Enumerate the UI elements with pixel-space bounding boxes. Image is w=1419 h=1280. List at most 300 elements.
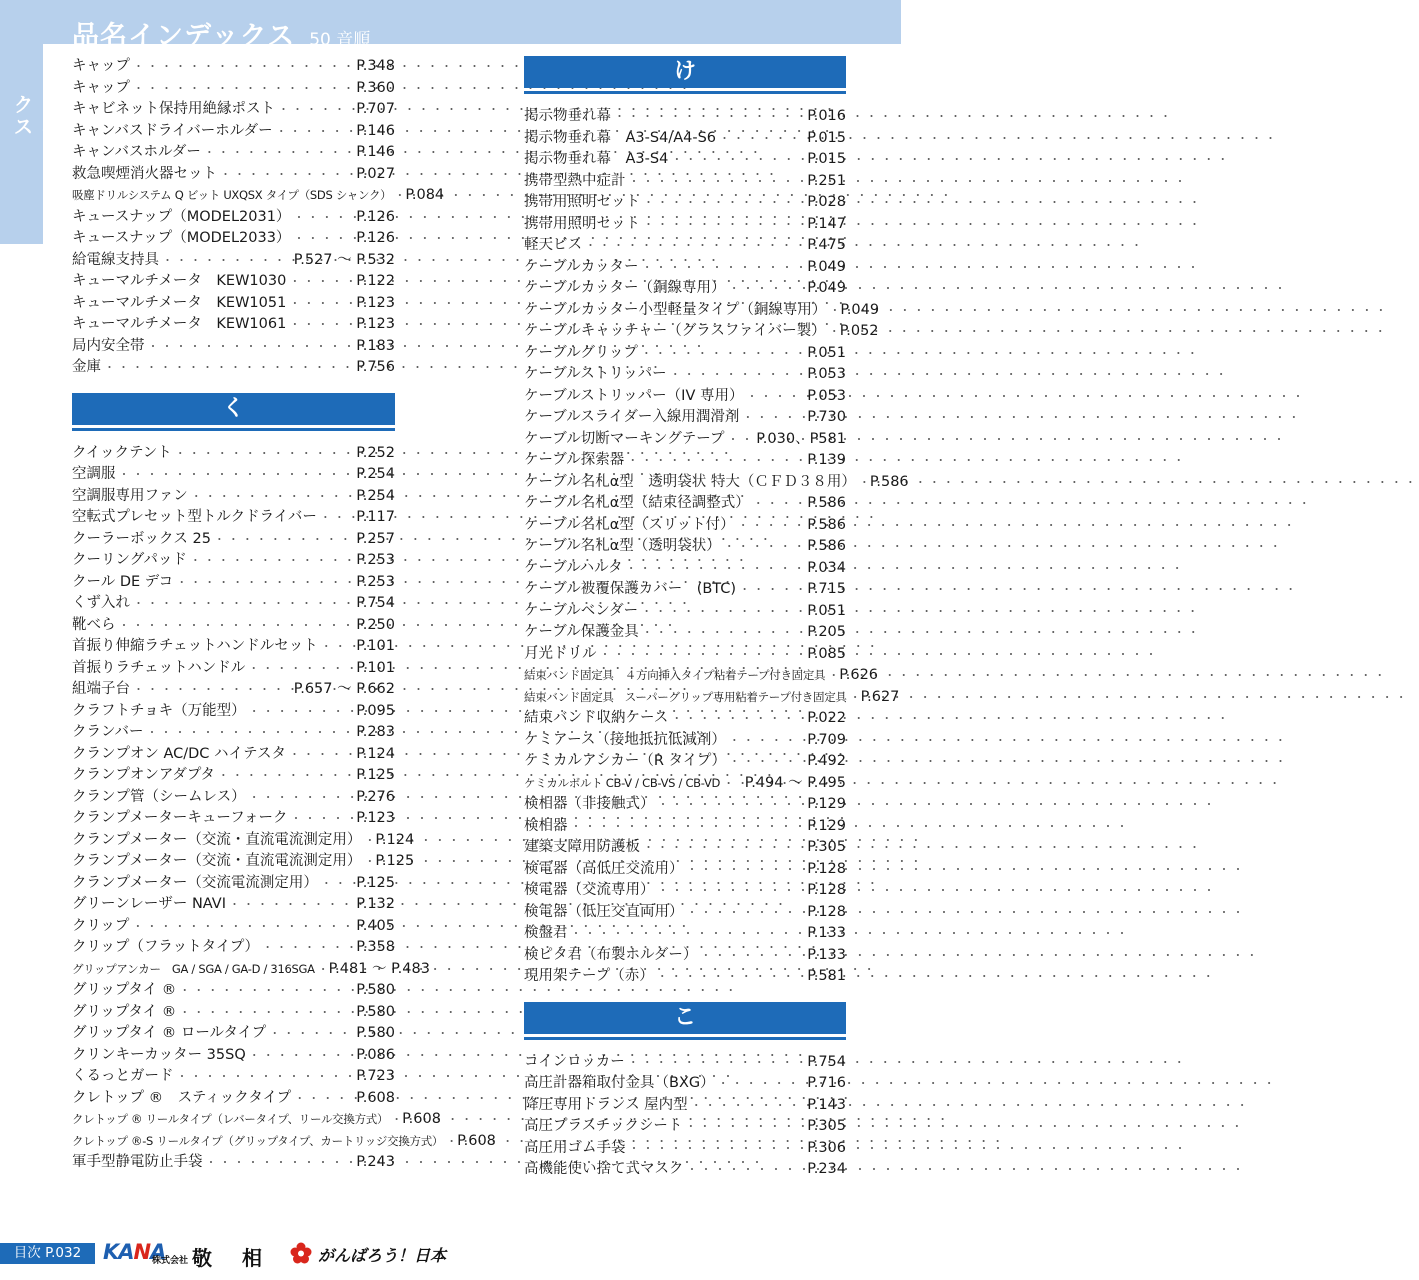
entry-page: P.129: [807, 796, 846, 812]
index-entry[interactable]: [524, 751, 846, 773]
index-entry[interactable]: [72, 679, 395, 701]
leader-dots: [668, 149, 807, 171]
index-entry[interactable]: [72, 507, 395, 529]
entry-page: P.234: [807, 1161, 846, 1177]
index-entry[interactable]: [524, 601, 846, 623]
entry-name: 軽天ビス: [524, 237, 582, 253]
index-entry[interactable]: [524, 902, 846, 924]
entry-page: P.481 ～ P.483: [328, 960, 430, 977]
index-entry[interactable]: [524, 192, 846, 214]
leader-dots: [290, 228, 356, 250]
index-entry[interactable]: [524, 644, 846, 666]
section-header-label: こ: [524, 1002, 846, 1034]
leader-dots: [130, 593, 356, 615]
entry-name: 空調服専用ファン: [72, 487, 188, 504]
index-entry[interactable]: [524, 429, 846, 451]
entry-page: P.306: [807, 1139, 846, 1156]
index-entry[interactable]: [524, 278, 846, 300]
index-entry[interactable]: [72, 293, 395, 315]
index-entry[interactable]: [72, 808, 395, 830]
entry-page: P.084: [405, 187, 445, 203]
entry-page: P.494 ～ P.495: [744, 774, 846, 791]
entry-name: 建築支障用防護板: [524, 839, 640, 855]
leader-dots: [625, 1052, 807, 1074]
entry-name: 給電線支持具: [72, 251, 159, 268]
entry-page: P.348: [356, 58, 395, 74]
leader-dots: [725, 429, 757, 451]
leader-dots: [246, 701, 357, 723]
entry-page: P.360: [356, 79, 395, 96]
index-entry[interactable]: [72, 765, 395, 787]
entry-name: クイックテント: [72, 444, 172, 461]
leader-dots: [640, 214, 807, 236]
leader-dots: [582, 235, 807, 257]
index-entry[interactable]: [524, 1052, 846, 1074]
entry-page: P.128: [807, 860, 846, 877]
index-entry[interactable]: [72, 443, 395, 465]
entry-page: P.126: [356, 208, 395, 225]
index-entry[interactable]: [72, 593, 395, 615]
entry-page: P.627: [860, 688, 900, 705]
index-entry[interactable]: [72, 164, 395, 186]
leader-dots: [273, 121, 357, 143]
flower-icon: [290, 1242, 312, 1264]
entry-name: 掲示物垂れ幕 A3-S4/A4-S6: [524, 129, 716, 146]
leader-dots: [176, 1002, 356, 1024]
index-entry[interactable]: [72, 142, 395, 164]
section-header-label: け: [524, 56, 846, 88]
entry-name: コインロッカー: [524, 1053, 625, 1070]
index-entry[interactable]: [72, 658, 395, 680]
index-entry[interactable]: [524, 257, 846, 279]
leader-dots: [211, 529, 356, 551]
entry-page: P.133: [807, 925, 846, 941]
entry-name: ケーブルストリッパー（IV 専用）: [524, 387, 744, 404]
leader-dots: [286, 271, 356, 293]
leader-dots: [568, 816, 808, 838]
slogan: がんばろう！日本: [318, 1246, 447, 1265]
leader-dots: [736, 579, 807, 601]
section-header: [72, 393, 395, 431]
leader-dots: [715, 1073, 808, 1095]
entry-name: グリップタイ ®: [72, 1003, 177, 1020]
index-entry[interactable]: [72, 271, 395, 293]
entry-name: ケミカルアンカー（R タイプ）: [524, 753, 727, 769]
leader-dots: [217, 164, 356, 186]
entry-name: ケーブル名札α型 透明袋状 特大（ＣＦＤ３８用）: [524, 473, 856, 490]
index-entry[interactable]: [72, 1131, 496, 1153]
leader-dots: [245, 658, 356, 680]
entry-page: P.492: [807, 753, 846, 769]
leader-dots: [638, 343, 807, 365]
entry-page: P.095: [356, 702, 395, 719]
index-entry[interactable]: [524, 859, 846, 881]
index-entry[interactable]: [524, 493, 846, 515]
index-entry[interactable]: [524, 364, 846, 386]
index-entry[interactable]: [524, 386, 846, 408]
entry-name: 検ピタ君（布製ホルダー）: [524, 946, 698, 963]
brand-logo-mid: N: [133, 1240, 151, 1264]
index-column-right: [524, 56, 909, 1181]
company-name-2: 相: [242, 1246, 263, 1270]
index-entry[interactable]: [524, 880, 846, 902]
index-entry[interactable]: [72, 529, 395, 551]
leader-dots: [639, 257, 808, 279]
index-entry[interactable]: [72, 1088, 395, 1110]
index-entry[interactable]: [72, 830, 415, 852]
entry-name: クランプメーター（交流・直流電流測定用）: [72, 853, 362, 869]
entry-page: P.754: [356, 595, 395, 611]
index-entry[interactable]: [524, 773, 846, 795]
entry-page: P.139: [807, 452, 846, 468]
leader-dots: [176, 980, 356, 1002]
entry-name: 高機能使い捨て式マスク: [524, 1161, 684, 1177]
entry-page: P.205: [807, 624, 846, 640]
leader-dots: [286, 293, 356, 315]
index-entry[interactable]: [72, 1152, 395, 1174]
entry-name: クラフトチョキ（万能型）: [72, 702, 246, 719]
index-entry[interactable]: [72, 121, 395, 143]
index-entry[interactable]: [524, 321, 879, 343]
entry-name: 携帯用照明セット: [524, 215, 640, 232]
index-entry[interactable]: [72, 1045, 395, 1067]
index-entry[interactable]: [524, 214, 846, 236]
leader-dots: [246, 787, 357, 809]
entry-name: 高圧計器箱取付金具（BXG）: [524, 1075, 715, 1091]
index-entry[interactable]: [72, 1002, 395, 1024]
leader-dots: [667, 364, 808, 386]
index-entry[interactable]: [524, 128, 846, 150]
index-entry[interactable]: [72, 99, 395, 121]
leader-dots: [291, 1088, 356, 1110]
index-entry[interactable]: [72, 1023, 395, 1045]
section-header: [524, 56, 846, 94]
entry-page: P.128: [807, 903, 846, 920]
index-entry[interactable]: [524, 687, 900, 709]
leader-dots: [266, 1023, 356, 1045]
index-entry[interactable]: [524, 106, 846, 128]
page-title-text: 品名インデックス: [72, 21, 296, 52]
entry-page: P.581: [807, 968, 846, 984]
entry-page: P.147: [807, 215, 846, 232]
entry-name: 金庫: [72, 359, 101, 375]
section-header-label: く: [72, 393, 395, 425]
entry-name: キャンバスホルダー: [72, 144, 201, 160]
entry-name: ケーブルベンダー: [524, 602, 639, 619]
entry-name: クレトップ ®-S リールタイプ（グリップタイプ、カートリッジ交換方式）: [72, 1133, 444, 1148]
leader-dots: [623, 558, 808, 580]
index-entry[interactable]: [524, 1138, 846, 1160]
index-entry[interactable]: [72, 486, 395, 508]
entry-name: クレトップ ® リールタイプ（レバータイプ、リール交換方式）: [72, 1112, 389, 1126]
index-entry[interactable]: [524, 1116, 846, 1138]
entry-page: P.305: [807, 839, 846, 855]
entry-page: P.586: [807, 516, 846, 533]
entry-name: ケーブルカッター小型軽量タイプ（銅線専用）: [524, 301, 827, 318]
entry-name: クランプオン AC/DC ハイテスタ: [72, 745, 286, 762]
entry-page: P.405: [356, 917, 395, 934]
entry-name: グリップタイ ®: [72, 982, 177, 998]
entry-page: P.608: [356, 1089, 395, 1106]
page-subtitle: 50 音順: [309, 30, 371, 50]
entry-name: グリップアンカー GA / SGA / GA-D / 316SGA: [72, 961, 315, 976]
entry-page: P.707: [356, 101, 395, 117]
entry-name: キャンバスドライバーホルダー: [72, 122, 273, 139]
leader-dots: [638, 601, 807, 623]
index-entry[interactable]: [72, 744, 395, 766]
index-entry[interactable]: [524, 407, 846, 429]
entry-page: P.276: [356, 788, 395, 805]
index-entry[interactable]: [524, 558, 846, 580]
entry-name: 靴べら: [72, 616, 116, 633]
index-entry[interactable]: [524, 515, 846, 537]
leader-dots: [144, 722, 357, 744]
entry-name: 携帯型熱中症計: [524, 172, 626, 189]
index-entry[interactable]: [72, 228, 395, 250]
leader-dots: [226, 894, 356, 916]
entry-name: クーラーボックス 25: [72, 530, 211, 547]
index-entry[interactable]: [524, 1095, 846, 1117]
entry-name: クランプ管（シームレス）: [72, 788, 246, 805]
entry-page: P.254: [356, 487, 395, 504]
entry-name: 検相器（非接触式）: [524, 796, 655, 812]
index-entry[interactable]: [72, 787, 395, 809]
entry-name: クランプメーター（交流・直流電流測定用）: [72, 831, 362, 848]
leader-dots: [286, 314, 356, 336]
leader-dots: [317, 507, 356, 529]
leader-dots: [215, 765, 356, 787]
index-entry[interactable]: [524, 149, 846, 171]
index-entry[interactable]: [72, 916, 395, 938]
leader-dots: [682, 1116, 807, 1138]
leader-dots: [655, 880, 808, 902]
brand-logo-left: KA: [103, 1240, 134, 1264]
entry-page: P.715: [807, 581, 846, 597]
side-tab-label: 品名インデックス: [10, 94, 63, 226]
index-entry[interactable]: [72, 851, 415, 873]
entry-page: P.128: [807, 882, 846, 898]
entry-name: キューマルチメータ KEW1061: [72, 316, 287, 332]
leader-dots: [655, 794, 808, 816]
index-entry[interactable]: [72, 314, 395, 336]
index-entry[interactable]: [524, 794, 846, 816]
side-tab: [0, 44, 63, 244]
entry-page: P.122: [356, 273, 395, 289]
index-entry[interactable]: [72, 873, 395, 895]
index-entry[interactable]: [524, 343, 846, 365]
index-entry[interactable]: [72, 959, 430, 981]
entry-page: P.586: [807, 538, 846, 554]
entry-name: 高圧プラスチックシート: [524, 1118, 683, 1134]
leader-dots: [101, 357, 356, 379]
entry-page: P.027: [356, 165, 395, 182]
leader-dots: [684, 1159, 808, 1181]
entry-page: P.716: [807, 1075, 846, 1091]
index-entry[interactable]: [524, 536, 846, 558]
entry-page: P.709: [807, 731, 846, 748]
entry-name: クーリングパッド: [72, 552, 187, 568]
entry-name: 首振りラチェットハンドル: [72, 659, 246, 676]
entry-page: P.051: [807, 344, 846, 361]
entry-page: P.580: [356, 982, 395, 998]
leader-dots: [361, 851, 375, 873]
entry-name: ケーブルカッター（銅線専用）: [524, 280, 726, 296]
leader-dots: [624, 450, 807, 472]
entry-page: P.730: [807, 409, 846, 425]
index-entry[interactable]: [524, 450, 846, 472]
index-column-left: [72, 56, 496, 1174]
entry-name: ケーブルカッター: [524, 258, 639, 275]
entry-page: P.034: [807, 559, 846, 576]
entry-name: 首振り伸縮ラチェットハンドルセット: [72, 638, 318, 654]
entry-page: P.133: [807, 946, 846, 963]
leader-dots: [130, 679, 294, 701]
leader-dots: [188, 486, 357, 508]
entry-page: P.580: [356, 1025, 395, 1041]
leader-dots: [640, 192, 807, 214]
entry-name: キューマルチメータ KEW1051: [72, 294, 287, 311]
index-entry[interactable]: [72, 980, 395, 1002]
entry-page: P.143: [807, 1096, 846, 1113]
index-entry[interactable]: [524, 923, 846, 945]
leader-dots: [726, 730, 807, 752]
entry-name: キャップ: [72, 58, 130, 74]
section-header-rule: [524, 1037, 846, 1040]
entry-page: P.053: [807, 366, 846, 382]
section-header: [524, 1002, 846, 1040]
index-entry[interactable]: [524, 472, 909, 494]
entry-name: 掲示物垂れ幕 A3-S4: [524, 151, 669, 167]
entry-page: P.015: [807, 129, 846, 146]
entry-page: P.626: [839, 667, 879, 683]
index-entry[interactable]: [72, 78, 395, 100]
entry-name: 高圧用ゴム手袋: [524, 1139, 626, 1156]
index-entry[interactable]: [524, 579, 846, 601]
entry-page: P.527 ～ P.532: [293, 251, 395, 268]
entry-name: キャップ: [72, 79, 130, 96]
leader-dots: [739, 407, 807, 429]
index-entry[interactable]: [524, 708, 846, 730]
company-prefix: 株式会社: [152, 1256, 189, 1266]
index-entry[interactable]: [72, 937, 395, 959]
index-entry[interactable]: [72, 207, 395, 229]
index-entry[interactable]: [72, 357, 395, 379]
index-entry[interactable]: [72, 185, 445, 207]
entry-name: 結束バンド固定具 スーパーグリップ専用粘着テープ付き固定具: [524, 689, 847, 704]
leader-dots: [201, 142, 356, 164]
index-entry[interactable]: [524, 300, 880, 322]
toc-page-link[interactable]: 目次 P.032: [0, 1243, 95, 1264]
entry-page: P.049: [807, 258, 846, 275]
entry-name: ケミカルボルト CB-V / CB-VS / CB-VD: [524, 775, 721, 790]
section-header-rule: [72, 428, 395, 431]
entry-page: P.657 ～ P.662: [293, 681, 395, 697]
index-entry[interactable]: [524, 171, 846, 193]
leader-dots: [172, 443, 356, 465]
leader-dots: [287, 808, 356, 830]
index-entry[interactable]: [72, 56, 395, 78]
entry-page: P.754: [807, 1053, 846, 1070]
leader-dots: [825, 665, 839, 687]
entry-name: 現用架テープ（赤）: [524, 968, 654, 984]
entry-name: 空転式プレセット型トルクドライバー: [72, 509, 317, 525]
entry-page: P.257: [356, 530, 395, 547]
entry-page: P.123: [356, 316, 395, 332]
entry-name: キューマルチメータ KEW1030: [72, 273, 287, 289]
entry-page: P.086: [356, 1046, 395, 1063]
index-entry[interactable]: [524, 1073, 846, 1095]
leader-dots: [847, 687, 861, 709]
entry-name: ケミアース（接地抵抗低減剤）: [524, 731, 726, 748]
index-entry[interactable]: [524, 966, 846, 988]
index-entry[interactable]: [72, 572, 395, 594]
leader-dots: [720, 773, 745, 795]
index-entry[interactable]: [72, 701, 395, 723]
index-entry[interactable]: [524, 1159, 846, 1181]
leader-dots: [668, 708, 807, 730]
index-entry[interactable]: [524, 665, 879, 687]
entry-page: P.052: [839, 323, 879, 339]
leader-dots: [743, 386, 807, 408]
index-entry[interactable]: [72, 1109, 441, 1131]
entry-name: 結束バンド固定具 ４方向挿入タイプ粘着テープ付き固定具: [524, 668, 826, 682]
entry-name: ケーブルグリップ: [524, 344, 638, 361]
leader-dots: [716, 128, 807, 150]
index-entry[interactable]: [72, 615, 395, 637]
entry-page: P.117: [356, 509, 395, 525]
index-entry[interactable]: [524, 837, 846, 859]
entry-page: P.022: [807, 710, 846, 726]
index-entry[interactable]: [72, 250, 395, 272]
section-header-rule: [524, 91, 846, 94]
index-entry[interactable]: [72, 550, 395, 572]
index-entry[interactable]: [72, 336, 395, 358]
index-entry[interactable]: [72, 636, 395, 658]
entry-name: くず入れ: [72, 595, 130, 611]
index-entry[interactable]: [524, 622, 846, 644]
index-entry[interactable]: [72, 1066, 395, 1088]
index-entry[interactable]: [72, 894, 395, 916]
leader-dots: [684, 859, 808, 881]
leader-dots: [130, 56, 356, 78]
entry-page: P.125: [356, 874, 395, 891]
entry-name: ケーブルキャッチャー（グラスファイバー製）: [524, 323, 826, 339]
brand-logo-right: A: [150, 1240, 166, 1264]
leader-dots: [443, 1131, 457, 1153]
entry-page: P.586: [869, 473, 909, 490]
index-entry[interactable]: [72, 464, 395, 486]
leader-dots: [568, 923, 808, 945]
index-entry[interactable]: [524, 816, 846, 838]
entry-page: P.252: [356, 444, 395, 461]
leader-dots: [203, 1152, 357, 1174]
index-entry[interactable]: [524, 235, 846, 257]
index-entry[interactable]: [72, 722, 395, 744]
entry-page: P.124: [356, 745, 395, 762]
entry-page: P.125: [375, 853, 415, 869]
index-entry[interactable]: [524, 945, 846, 967]
entry-name: 掲示物垂れ幕: [524, 108, 611, 124]
entry-page: P.015: [807, 151, 846, 167]
entry-page: P.129: [807, 817, 846, 834]
index-entry[interactable]: [524, 730, 846, 752]
entry-page: P.608: [402, 1111, 441, 1127]
leader-dots: [173, 572, 356, 594]
entry-page: P.132: [356, 896, 395, 912]
entry-name: 降圧専用トランス 屋内型: [524, 1096, 688, 1113]
entry-name: キャビネット保持用絶縁ポスト: [72, 101, 275, 117]
entry-name: ケーブルハルタ: [524, 559, 623, 576]
